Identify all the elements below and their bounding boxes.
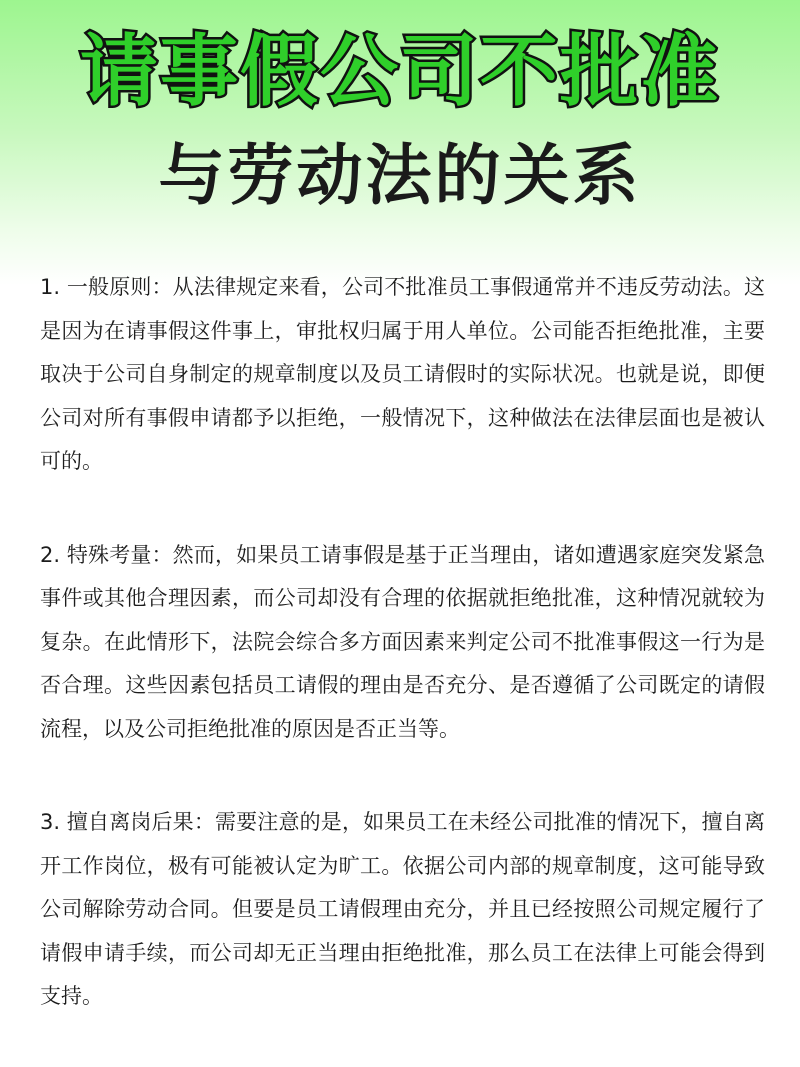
- page-subtitle: 与劳动法的关系: [158, 137, 642, 214]
- paragraph-general-principle: 1. 一般原则：从法律规定来看，公司不批准员工事假通常并不违反劳动法。这是因为在请事假这件事上，审批权归属于用人单位。公司能否拒绝批准，主要取决于公司自身制定的规章制度以及员工请假时的实际状况。也就是说，即便公司对所有事假申请都予以拒绝，一般情况下，这种做法在法律层面也是被认可的。: [40, 275, 765, 473]
- paragraph-special-considerations: 2. 特殊考量：然而，如果员工请事假是基于正当理由，诸如遭遇家庭突发紧急事件或其他合理因素，而公司却没有合理的依据就拒绝批准，这种情况就较为复杂。在此情形下，法院会综合多方面因素来判定公司不批准事假这一行为是否合理。这些因素包括员工请假的理由是否充分、是否遵循了公司既定的请假流程，以及公司拒绝批准的原因是否正当等。: [40, 542, 765, 741]
- page-title: 请事假公司不批准: [79, 27, 720, 117]
- paragraph-unauthorized-absence: 3. 擅自离岗后果：需要注意的是，如果员工在未经公司批准的情况下，擅自离开工作岗位，极有可能被认定为旷工。依据公司内部的规章制度，这可能导致公司解除劳动合同。但要是员工请假理由充分，并且已经按照公司规定履行了请假申请手续，而公司却无正当理由拒绝批准，那么员工在法律上可能会得到支持。: [40, 810, 765, 1008]
- article-body: [40, 266, 765, 1067]
